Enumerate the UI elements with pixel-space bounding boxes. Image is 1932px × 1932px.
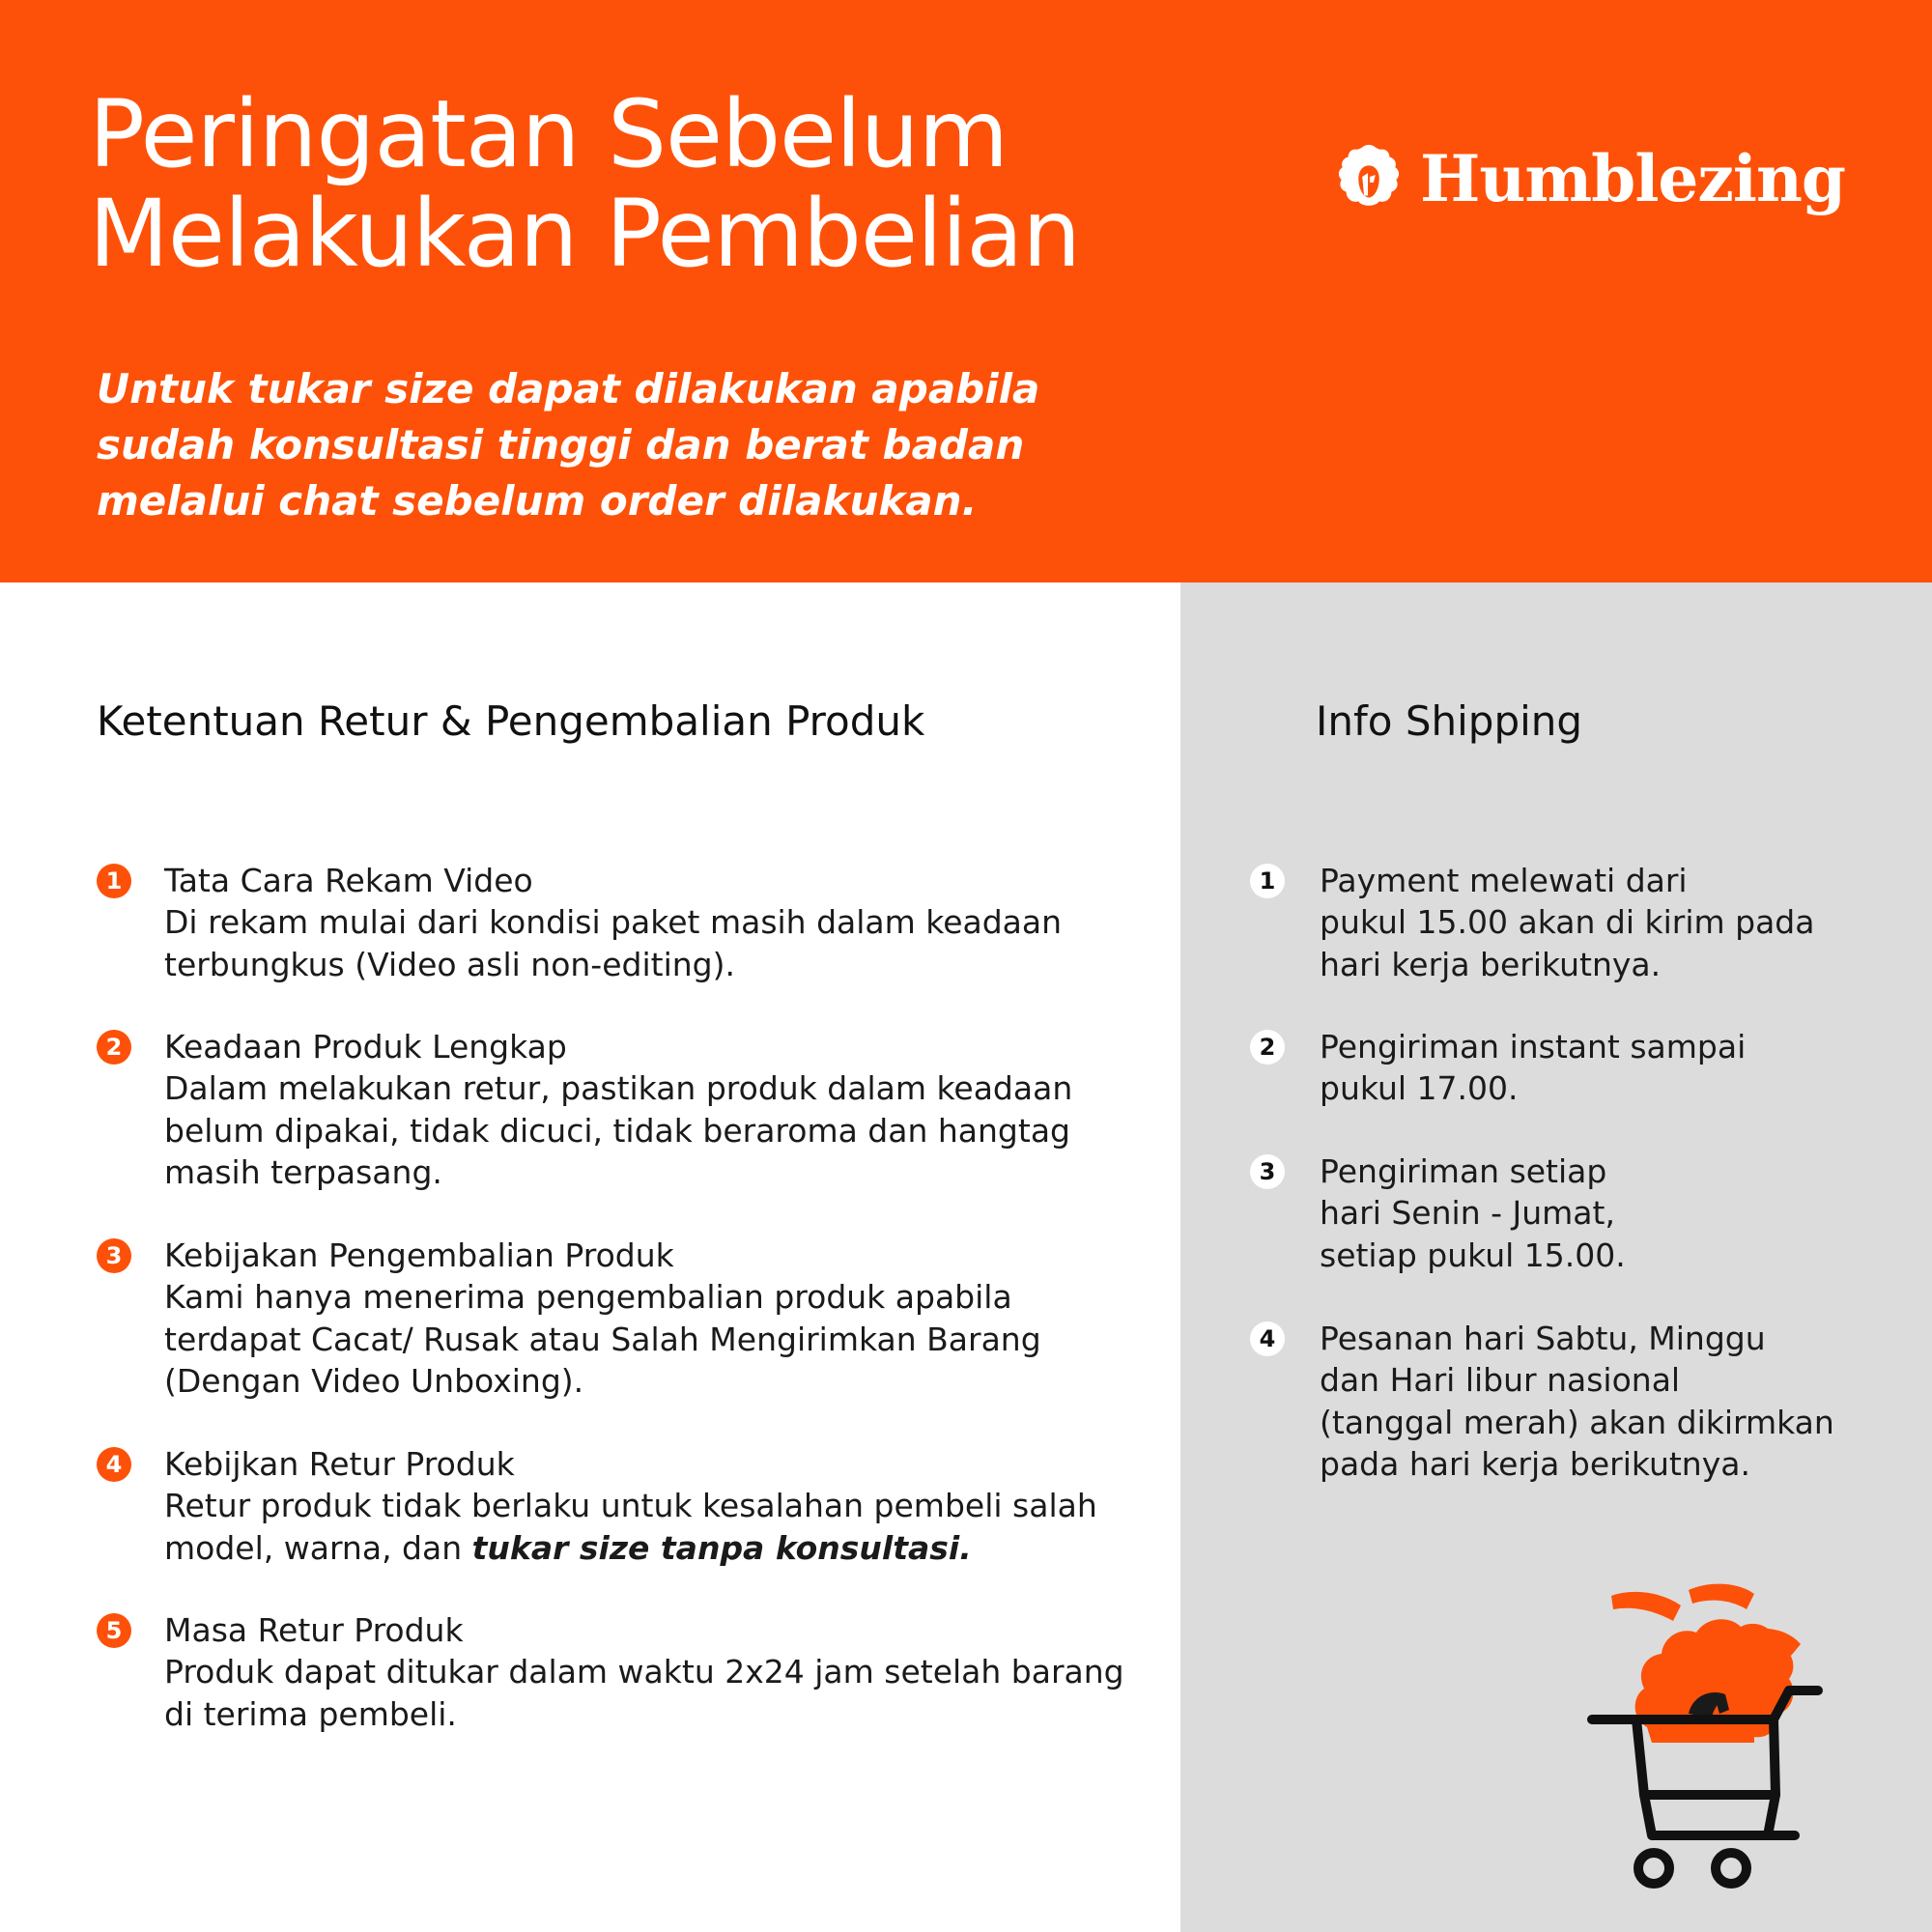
number-badge: 4 — [1250, 1321, 1285, 1356]
item-text — [1320, 1026, 1746, 1110]
subtitle-line: Untuk tukar size dapat dilakukan apabila — [97, 365, 1040, 412]
item-line: Produk dapat ditukar dalam waktu 2x24 jam setelah barang — [164, 1653, 1124, 1691]
item-text — [164, 1026, 1072, 1193]
number-badge: 3 — [97, 1238, 131, 1273]
item-line: Di rekam mulai dari kondisi paket masih dalam keadaan — [164, 903, 1063, 942]
item-line: terbungkus (Video asli non-editing). — [164, 945, 735, 983]
item-heading: Tata Cara Rekam Video — [164, 862, 533, 899]
item-line: Pengiriman setiap — [1320, 1152, 1607, 1190]
item-heading: Keadaan Produk Lengkap — [164, 1028, 567, 1065]
item-heading: Kebijkan Retur Produk — [164, 1445, 515, 1483]
item-line-mixed — [164, 1527, 1097, 1569]
item-text — [164, 1235, 1041, 1402]
item-text — [164, 860, 1062, 985]
item-line: (tanggal merah) akan dikirmkan — [1320, 1403, 1834, 1441]
item-line: Kami hanya menerima pengembalian produk apabila — [164, 1278, 1012, 1317]
number-badge: 1 — [97, 864, 131, 898]
subtitle-line: sudah konsultasi tinggi dan berat badan — [97, 421, 1025, 469]
item-text — [1320, 1151, 1626, 1276]
item-line: Pengiriman instant sampai — [1320, 1028, 1747, 1065]
number-badge: 5 — [97, 1613, 131, 1648]
number-badge: 3 — [1250, 1154, 1285, 1189]
header-banner — [0, 0, 1932, 582]
item-line: Payment melewati dari — [1320, 862, 1688, 899]
sheep-head-logo-icon — [1331, 140, 1406, 217]
item-line: setiap pukul 15.00. — [1320, 1236, 1626, 1274]
returns-section-title: Ketentuan Retur & Pengembalian Produk — [97, 697, 925, 745]
item-line: pukul 17.00. — [1320, 1069, 1519, 1108]
title-line: Peringatan Sebelum — [89, 80, 1009, 188]
item-text — [164, 1443, 1097, 1569]
item-text — [1320, 1318, 1834, 1485]
item-heading: Masa Retur Produk — [164, 1611, 464, 1649]
item-line: belum dipakai, tidak dicuci, tidak beraroma dan hangtag — [164, 1111, 1070, 1150]
sheep-in-shopping-cart-icon — [1584, 1573, 1835, 1901]
number-badge: 4 — [97, 1447, 131, 1482]
item-line: Dalam melakukan retur, pastikan produk dalam keadaan — [164, 1069, 1073, 1108]
title-line: Melakukan Pembelian — [89, 180, 1081, 288]
item-line: di terima pembeli. — [164, 1694, 457, 1733]
brand-logo — [1331, 135, 1845, 222]
item-heading: Kebijakan Pengembalian Produk — [164, 1236, 674, 1274]
item-line: Pesanan hari Sabtu, Minggu — [1320, 1320, 1766, 1357]
item-line: pukul 15.00 akan di kirim pada — [1320, 903, 1815, 942]
subtitle-line: melalui chat sebelum order dilakukan. — [97, 477, 978, 525]
number-badge: 2 — [1250, 1030, 1285, 1065]
item-line: Retur produk tidak berlaku untuk kesalahan pembeli salah — [164, 1487, 1097, 1525]
item-line: (Dengan Video Unboxing). — [164, 1361, 584, 1400]
item-text — [164, 1609, 1124, 1735]
item-line: hari Senin - Jumat, — [1320, 1194, 1615, 1233]
item-line: masih terpasang. — [164, 1152, 442, 1191]
shipping-section-title: Info Shipping — [1316, 697, 1583, 745]
item-line-plain: model, warna, dan — [164, 1528, 472, 1567]
page-title — [89, 80, 1081, 288]
item-line-emphasis: tukar size tanpa konsultasi. — [471, 1528, 972, 1567]
number-badge: 1 — [1250, 864, 1285, 898]
brand-name: Humblezing — [1420, 141, 1846, 216]
subtitle — [97, 361, 1039, 529]
item-line: hari kerja berikutnya. — [1320, 945, 1662, 983]
item-line: terdapat Cacat/ Rusak atau Salah Mengirimkan Barang — [164, 1320, 1041, 1358]
item-text — [1320, 860, 1814, 985]
item-line: dan Hari libur nasional — [1320, 1361, 1681, 1400]
item-line: pada hari kerja berikutnya. — [1320, 1444, 1750, 1483]
number-badge: 2 — [97, 1030, 131, 1065]
